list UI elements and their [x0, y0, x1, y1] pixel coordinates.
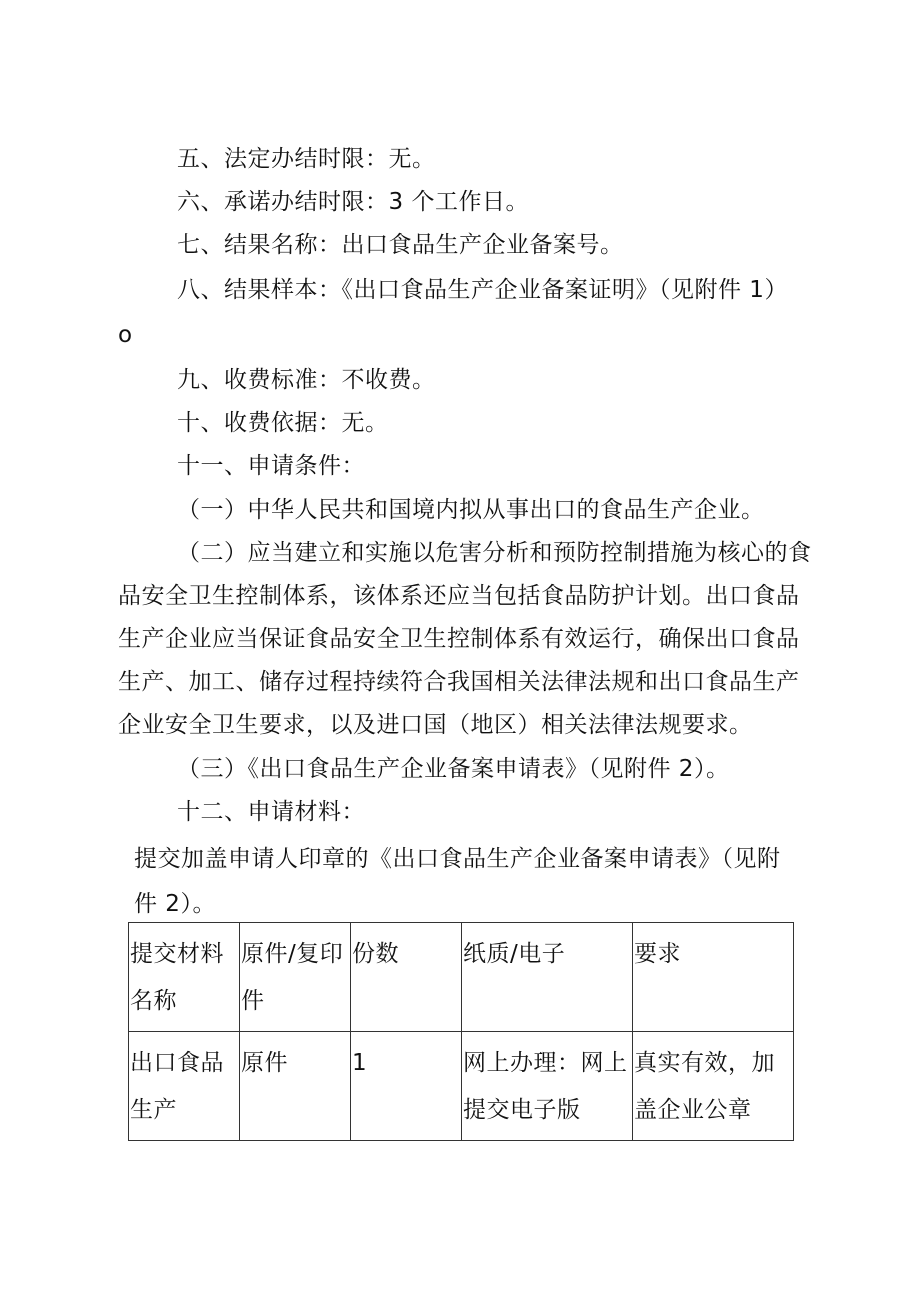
- table-header-row: [129, 923, 794, 1032]
- section-12-application-materials-heading: 十二、申请材料：: [177, 799, 365, 825]
- condition-2-line-2: 品安全卫生控制体系，该体系还应当包括食品防护计划。出口食品: [118, 583, 800, 609]
- table-header-cell: 要求: [633, 923, 794, 1032]
- section-8-result-sample-end: o: [118, 322, 133, 348]
- materials-description-line-2: 件 2）。: [134, 891, 216, 917]
- condition-2-line-4: 生产、加工、储存过程持续符合我国相关法律法规和出口食品生产: [118, 669, 800, 695]
- section-8-result-sample: 八、结果样本：《出口食品生产企业备案证明》（见附件 1）: [177, 277, 788, 303]
- table-header-cell: 原件/复印件: [240, 923, 351, 1032]
- table-cell: 1: [351, 1032, 462, 1141]
- section-7-result-name: 七、结果名称：出口食品生产企业备案号。: [177, 232, 624, 258]
- table-header-cell: 份数: [351, 923, 462, 1032]
- table-cell: 出口食品生产: [129, 1032, 240, 1141]
- table-cell: 原件: [240, 1032, 351, 1141]
- condition-3: （三）《出口食品生产企业备案申请表》（见附件 2）。: [177, 756, 730, 782]
- section-9-fee-standard: 九、收费标准：不收费。: [177, 367, 436, 393]
- condition-2-line-3: 生产企业应当保证食品安全卫生控制体系有效运行，确保出口食品: [118, 626, 800, 652]
- table-header-cell: 提交材料名称: [129, 923, 240, 1032]
- materials-description-line-1: 提交加盖申请人印章的《出口食品生产企业备案申请表》（见附: [134, 846, 781, 872]
- table-row: [129, 1032, 794, 1141]
- section-5-legal-time-limit: 五、法定办结时限：无。: [177, 146, 436, 172]
- section-10-fee-basis: 十、收费依据：无。: [177, 410, 389, 436]
- section-11-application-conditions-heading: 十一、申请条件：: [177, 453, 365, 479]
- condition-1: （一）中华人民共和国境内拟从事出口的食品生产企业。: [177, 497, 765, 523]
- materials-table: [128, 922, 794, 1141]
- table-cell: 真实有效，加盖企业公章: [633, 1032, 794, 1141]
- condition-2-line-5: 企业安全卫生要求，以及进口国（地区）相关法律法规要求。: [118, 712, 753, 738]
- condition-2-line-1: （二）应当建立和实施以危害分析和预防控制措施为核心的食: [177, 540, 812, 566]
- table-header-cell: 纸质/电子: [462, 923, 633, 1032]
- table-cell: 网上办理：网上提交电子版: [462, 1032, 633, 1141]
- section-6-promised-time-limit: 六、承诺办结时限：3 个工作日。: [177, 189, 529, 215]
